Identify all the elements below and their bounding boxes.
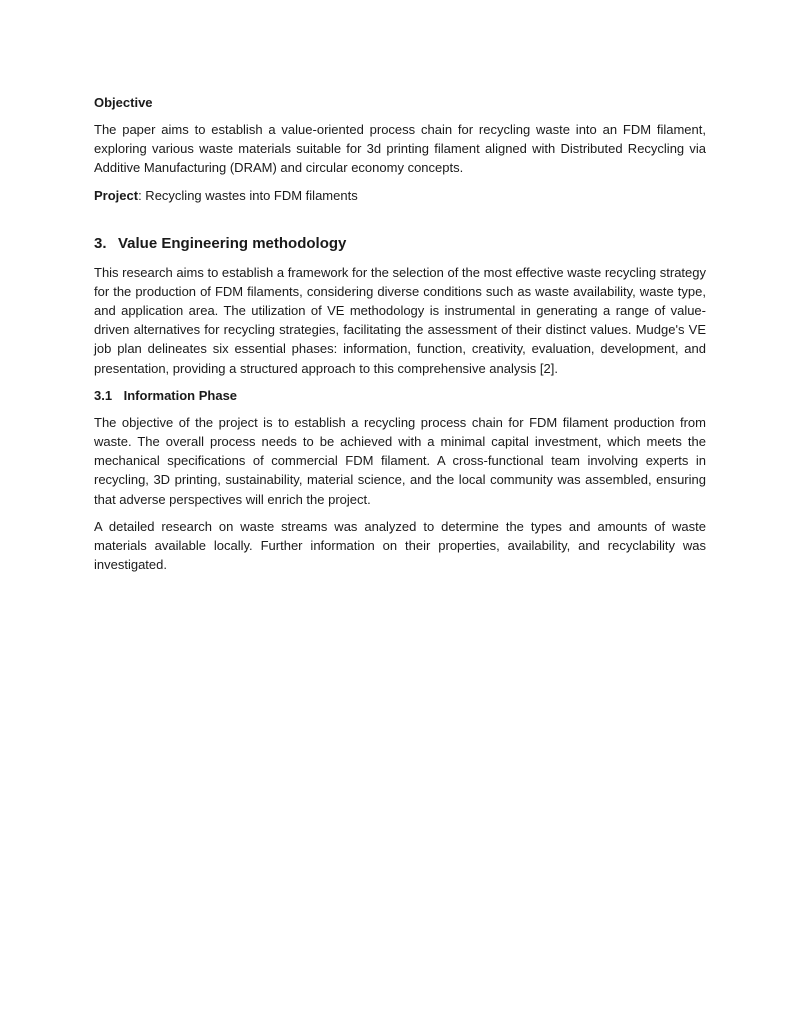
section-3-1-paragraph-1: The objective of the project is to establish a recycling process chain for FDM filament production from waste. The overall process needs to be achieved with a minimal capital investment, which meets the mechanical specifications of commercial FDM filament. A cross-functional team involving experts in recycling, 3D printing, sustainability, material science, and the local community was assembled, ensuring that adverse perspectives will enrich the project. bbox=[94, 414, 706, 507]
section-3-title: Value Engineering methodology bbox=[118, 234, 347, 252]
project-text: : Recycling wastes into FDM filaments bbox=[138, 187, 358, 203]
section-3-number: 3. bbox=[94, 234, 107, 252]
section-3-1-number: 3.1 bbox=[94, 387, 113, 403]
project-label: Project bbox=[94, 187, 139, 203]
section-3-heading bbox=[94, 234, 706, 254]
section-3-1-paragraph-2: A detailed research on waste streams was analyzed to determine the types and amounts of waste materials available locally. Further information on their properties, availability, and recyclability was investigated. bbox=[94, 518, 706, 573]
objective-paragraph: The paper aims to establish a value-oriented process chain for recycling waste into an FDM filament, exploring various waste materials suitable for 3d printing filament aligned with Distributed Recycling via Additive Manufacturing (DRAM) and circular economy concepts. bbox=[94, 122, 706, 176]
page-content bbox=[94, 93, 706, 574]
section-3-1-title: Information Phase bbox=[123, 387, 238, 403]
section-3-1-heading bbox=[94, 386, 706, 405]
section-3-paragraph: This research aims to establish a framework for the selection of the most effective waste recycling strategy for the production of FDM filaments, considering diverse conditions such as waste availability, waste type, and application area. The utilization of VE methodology is instrumental in generating a range of value-driven alternatives for recycling strategies, facilitating the assessment of their distinct values. Mudge's VE job plan delineates six essential phases: information, function, creativity, evaluation, development, and presentation, providing a structured approach to this comprehensive analysis [2]. bbox=[94, 264, 706, 376]
project-line bbox=[94, 186, 706, 205]
objective-heading: Objective bbox=[94, 95, 153, 110]
